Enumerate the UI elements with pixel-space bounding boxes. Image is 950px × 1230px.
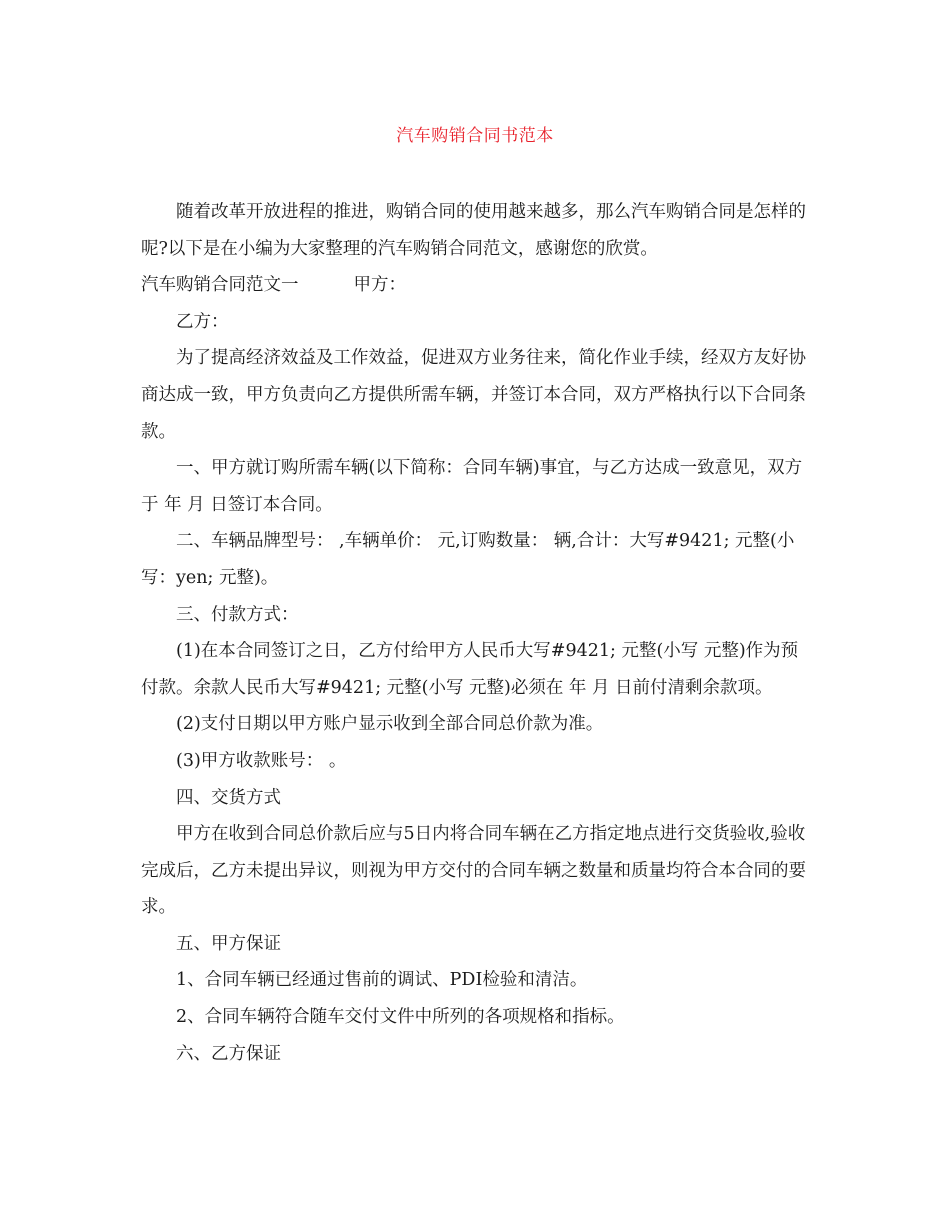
party-a-label: 甲方： bbox=[353, 275, 406, 296]
clause-3-item-3: (3)甲方收款账号： 。 bbox=[176, 750, 347, 771]
party-b-label: 乙方： bbox=[176, 311, 229, 332]
clause-1: 一、甲方就订购所需车辆(以下简称：合同车辆)事宜，与乙方达成一致意见，双方于 年 月 日签订本合同。 bbox=[141, 458, 803, 515]
clause-5-heading: 五、甲方保证 bbox=[176, 933, 281, 954]
clause-3-item-2: (2)支付日期以甲方账户显示收到全部合同总价款为准。 bbox=[176, 714, 604, 735]
clause-2: 二、车辆品牌型号： ,车辆单价： 元,订购数量： 辆,合计：大写#9421; 元整(小写：yen; 元整)。 bbox=[141, 531, 795, 588]
clause-3-item-1: (1)在本合同签订之日，乙方付给甲方人民币大写#9421; 元整(小写 元整)作为预付款。余款人民币大写#9421; 元整(小写 元整)必须在 年 月 日前付清剩余款项。 bbox=[141, 641, 799, 698]
sample-heading-line bbox=[141, 267, 811, 304]
sample-heading: 汽车购销合同范文一 bbox=[141, 275, 299, 296]
intro-paragraph: 随着改革开放进程的推进，购销合同的使用越来越多，那么汽车购销合同是怎样的呢?以下是在小编为大家整理的汽车购销合同范文，感谢您的欣赏。 bbox=[141, 202, 806, 259]
document-title: 汽车购销合同书范本 bbox=[396, 126, 554, 146]
clause-3-heading: 三、付款方式： bbox=[176, 604, 299, 625]
document-body bbox=[141, 194, 811, 1072]
clause-5-item-1: 1、合同车辆已经通过售前的调试、PDI检验和清洁。 bbox=[176, 970, 588, 991]
clause-6-heading: 六、乙方保证 bbox=[176, 1043, 281, 1064]
clause-5-item-2: 2、合同车辆符合随车交付文件中所列的各项规格和指标。 bbox=[176, 1007, 625, 1028]
preamble-paragraph: 为了提高经济效益及工作效益，促进双方业务往来，简化作业手续，经双方友好协商达成一致，甲方负责向乙方提供所需车辆，并签订本合同，双方严格执行以下合同条款。 bbox=[141, 348, 806, 442]
clause-4-heading: 四、交货方式 bbox=[176, 787, 281, 808]
clause-4-body: 甲方在收到合同总价款后应与5日内将合同车辆在乙方指定地点进行交货验收,验收完成后，乙方未提出异议，则视为甲方交付的合同车辆之数量和质量均符合本合同的要求。 bbox=[141, 824, 806, 918]
